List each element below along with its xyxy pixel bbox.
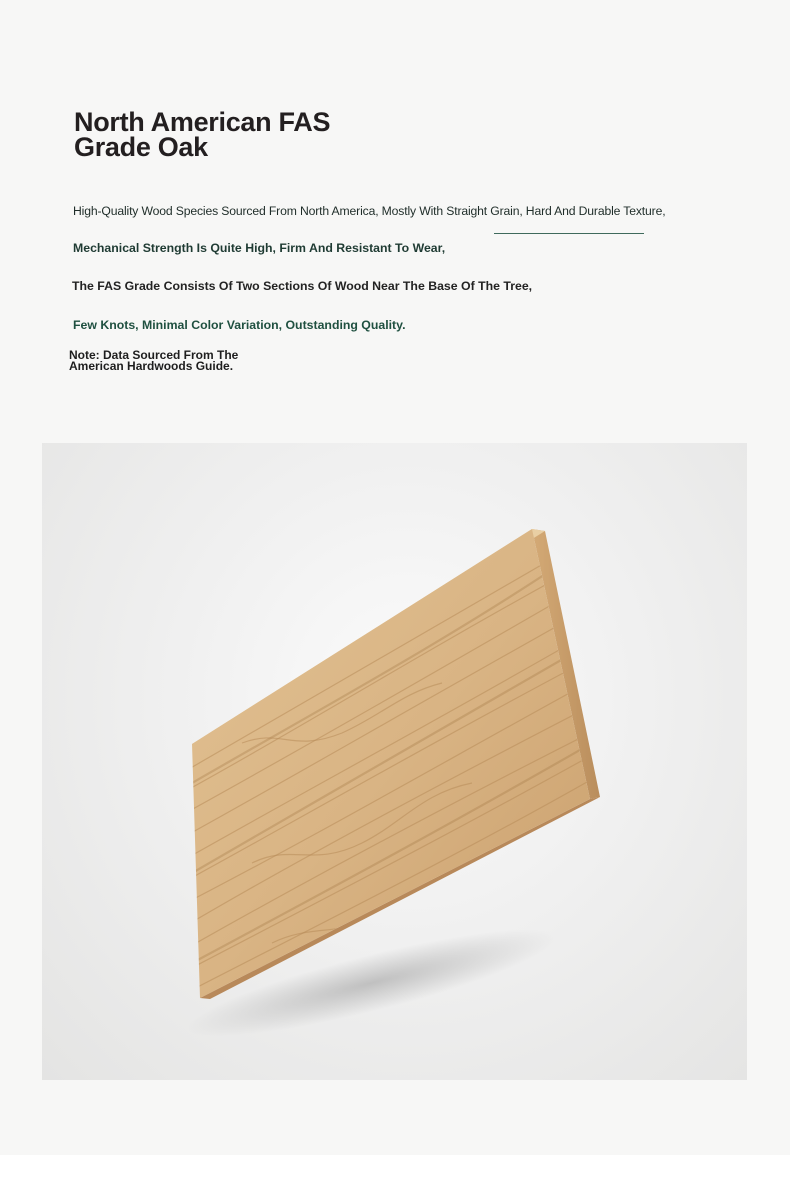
description-line-2: Mechanical Strength Is Quite High, Firm And Resistant To Wear, [73, 241, 446, 255]
description-line-1: High-Quality Wood Species Sourced From North America, Mostly With Straight Grain, Hard And Durable Texture, [73, 204, 666, 218]
page-title [74, 107, 394, 162]
title-line-2: Grade Oak [74, 132, 208, 162]
oak-board-illustration [42, 443, 747, 1080]
description-line-4: Few Knots, Minimal Color Variation, Outstanding Quality. [73, 318, 406, 332]
accent-divider [494, 233, 644, 234]
title-line-1: North American FAS [74, 107, 331, 137]
description-line-3: The FAS Grade Consists Of Two Sections Of Wood Near The Base Of The Tree, [72, 279, 533, 293]
oak-board-photo [42, 443, 747, 1080]
source-note [69, 350, 269, 372]
source-note-line-2: American Hardwoods Guide. [69, 359, 234, 373]
source-note-line-1: Note: Data Sourced From The [69, 348, 239, 362]
